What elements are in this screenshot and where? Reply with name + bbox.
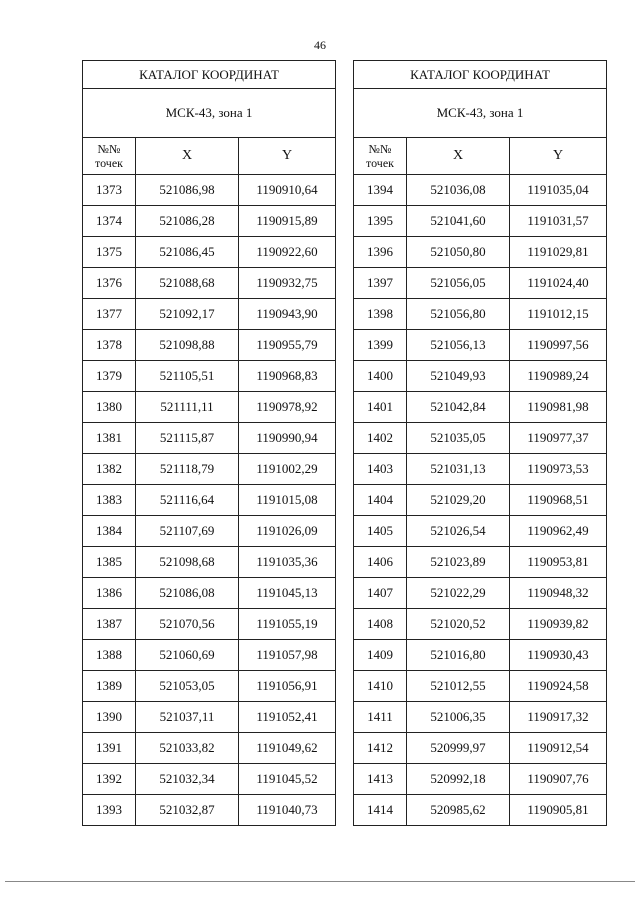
y-coordinate-cell: 1190990,94 — [239, 423, 336, 454]
point-number-cell: 1378 — [83, 330, 136, 361]
x-coordinate-cell: 521049,93 — [407, 361, 510, 392]
x-coordinate-cell: 521035,05 — [407, 423, 510, 454]
table-row — [354, 361, 607, 392]
y-coordinate-cell: 1191024,40 — [510, 268, 607, 299]
y-coordinate-cell: 1190905,81 — [510, 795, 607, 826]
x-coordinate-cell: 521086,28 — [136, 206, 239, 237]
x-coordinate-cell: 521032,34 — [136, 764, 239, 795]
y-coordinate-cell: 1191035,04 — [510, 175, 607, 206]
point-number-cell: 1387 — [83, 609, 136, 640]
point-number-cell: 1375 — [83, 237, 136, 268]
table-row — [354, 609, 607, 640]
x-coordinate-cell: 521041,60 — [407, 206, 510, 237]
x-coordinate-cell: 521056,13 — [407, 330, 510, 361]
point-number-cell: 1391 — [83, 733, 136, 764]
x-coordinate-cell: 521006,35 — [407, 702, 510, 733]
page-bottom-divider — [5, 881, 635, 882]
point-number-cell: 1376 — [83, 268, 136, 299]
point-number-cell: 1405 — [354, 516, 407, 547]
coordinate-catalog-table-right — [353, 60, 607, 826]
x-coordinate-cell: 520999,97 — [407, 733, 510, 764]
x-coordinate-cell: 521060,69 — [136, 640, 239, 671]
table-row — [354, 702, 607, 733]
point-number-cell: 1396 — [354, 237, 407, 268]
table-row — [83, 764, 336, 795]
catalog-title: КАТАЛОГ КООРДИНАТ — [83, 61, 336, 89]
column-header-point: №№ точек — [354, 138, 407, 175]
y-coordinate-cell: 1191055,19 — [239, 609, 336, 640]
x-coordinate-cell: 521098,68 — [136, 547, 239, 578]
column-header-x: X — [136, 138, 239, 175]
y-coordinate-cell: 1191015,08 — [239, 485, 336, 516]
page-number: 46 — [314, 38, 326, 52]
y-coordinate-cell: 1190997,56 — [510, 330, 607, 361]
table-row — [83, 330, 336, 361]
point-number-cell: 1411 — [354, 702, 407, 733]
point-number-cell: 1401 — [354, 392, 407, 423]
x-coordinate-cell: 521032,87 — [136, 795, 239, 826]
point-number-cell: 1412 — [354, 733, 407, 764]
y-coordinate-cell: 1190973,53 — [510, 454, 607, 485]
x-coordinate-cell: 521086,08 — [136, 578, 239, 609]
y-coordinate-cell: 1190968,83 — [239, 361, 336, 392]
table-row — [83, 454, 336, 485]
point-number-cell: 1374 — [83, 206, 136, 237]
point-number-cell: 1384 — [83, 516, 136, 547]
y-coordinate-cell: 1191040,73 — [239, 795, 336, 826]
x-coordinate-cell: 521016,80 — [407, 640, 510, 671]
table-row — [83, 733, 336, 764]
table-row — [83, 671, 336, 702]
x-coordinate-cell: 521029,20 — [407, 485, 510, 516]
table-body — [83, 175, 336, 826]
table-row — [354, 671, 607, 702]
coordinate-catalog-table-left — [82, 60, 336, 826]
column-header-y: Y — [510, 138, 607, 175]
table-row — [83, 175, 336, 206]
y-coordinate-cell: 1191057,98 — [239, 640, 336, 671]
point-number-cell: 1407 — [354, 578, 407, 609]
x-coordinate-cell: 521036,08 — [407, 175, 510, 206]
y-coordinate-cell: 1191052,41 — [239, 702, 336, 733]
x-coordinate-cell: 521026,54 — [407, 516, 510, 547]
table-row — [83, 578, 336, 609]
point-number-cell: 1394 — [354, 175, 407, 206]
table-row — [83, 609, 336, 640]
point-number-cell: 1399 — [354, 330, 407, 361]
table-body — [354, 175, 607, 826]
x-coordinate-cell: 521033,82 — [136, 733, 239, 764]
y-coordinate-cell: 1190932,75 — [239, 268, 336, 299]
table-row — [354, 485, 607, 516]
y-coordinate-cell: 1190912,54 — [510, 733, 607, 764]
point-number-cell: 1386 — [83, 578, 136, 609]
table-row — [354, 206, 607, 237]
y-coordinate-cell: 1190917,32 — [510, 702, 607, 733]
table-row — [83, 206, 336, 237]
table-row — [354, 454, 607, 485]
point-number-cell: 1397 — [354, 268, 407, 299]
column-header-point: №№ точек — [83, 138, 136, 175]
x-coordinate-cell: 521020,52 — [407, 609, 510, 640]
coordinate-system-zone: МСК-43, зона 1 — [354, 89, 607, 138]
table-row — [354, 299, 607, 330]
x-coordinate-cell: 521115,87 — [136, 423, 239, 454]
x-coordinate-cell: 521092,17 — [136, 299, 239, 330]
y-coordinate-cell: 1190962,49 — [510, 516, 607, 547]
y-coordinate-cell: 1191035,36 — [239, 547, 336, 578]
table-row — [83, 640, 336, 671]
point-number-cell: 1373 — [83, 175, 136, 206]
x-coordinate-cell: 521053,05 — [136, 671, 239, 702]
y-coordinate-cell: 1191031,57 — [510, 206, 607, 237]
point-number-cell: 1389 — [83, 671, 136, 702]
y-coordinate-cell: 1190977,37 — [510, 423, 607, 454]
y-coordinate-cell: 1190943,90 — [239, 299, 336, 330]
y-coordinate-cell: 1191012,15 — [510, 299, 607, 330]
y-coordinate-cell: 1190978,92 — [239, 392, 336, 423]
point-number-cell: 1388 — [83, 640, 136, 671]
table-row — [354, 516, 607, 547]
table-row — [354, 423, 607, 454]
x-coordinate-cell: 521042,84 — [407, 392, 510, 423]
table-row — [83, 361, 336, 392]
x-coordinate-cell: 521105,51 — [136, 361, 239, 392]
x-coordinate-cell: 521056,80 — [407, 299, 510, 330]
table-row — [83, 423, 336, 454]
table-row — [354, 578, 607, 609]
y-coordinate-cell: 1190968,51 — [510, 485, 607, 516]
table-row — [354, 733, 607, 764]
point-number-cell: 1400 — [354, 361, 407, 392]
y-coordinate-cell: 1191049,62 — [239, 733, 336, 764]
x-coordinate-cell: 521088,68 — [136, 268, 239, 299]
y-coordinate-cell: 1190981,98 — [510, 392, 607, 423]
x-coordinate-cell: 521012,55 — [407, 671, 510, 702]
x-coordinate-cell: 521111,11 — [136, 392, 239, 423]
y-coordinate-cell: 1190953,81 — [510, 547, 607, 578]
table-row — [354, 392, 607, 423]
x-coordinate-cell: 521023,89 — [407, 547, 510, 578]
point-number-cell: 1395 — [354, 206, 407, 237]
x-coordinate-cell: 521022,29 — [407, 578, 510, 609]
y-coordinate-cell: 1190930,43 — [510, 640, 607, 671]
y-coordinate-cell: 1190989,24 — [510, 361, 607, 392]
y-coordinate-cell: 1190939,82 — [510, 609, 607, 640]
table-row — [354, 764, 607, 795]
point-number-cell: 1377 — [83, 299, 136, 330]
point-number-cell: 1414 — [354, 795, 407, 826]
y-coordinate-cell: 1191045,52 — [239, 764, 336, 795]
point-number-cell: 1403 — [354, 454, 407, 485]
y-coordinate-cell: 1190924,58 — [510, 671, 607, 702]
x-coordinate-cell: 521086,98 — [136, 175, 239, 206]
x-coordinate-cell: 521086,45 — [136, 237, 239, 268]
y-coordinate-cell: 1190910,64 — [239, 175, 336, 206]
point-number-cell: 1398 — [354, 299, 407, 330]
x-coordinate-cell: 521056,05 — [407, 268, 510, 299]
coordinate-system-zone: МСК-43, зона 1 — [83, 89, 336, 138]
table-row — [83, 795, 336, 826]
table-row — [354, 330, 607, 361]
point-number-cell: 1380 — [83, 392, 136, 423]
point-number-cell: 1383 — [83, 485, 136, 516]
x-coordinate-cell: 521070,56 — [136, 609, 239, 640]
x-coordinate-cell: 521116,64 — [136, 485, 239, 516]
point-number-cell: 1410 — [354, 671, 407, 702]
table-row — [83, 547, 336, 578]
y-coordinate-cell: 1191002,29 — [239, 454, 336, 485]
table-row — [83, 392, 336, 423]
table-row — [83, 268, 336, 299]
x-coordinate-cell: 521050,80 — [407, 237, 510, 268]
x-coordinate-cell: 520985,62 — [407, 795, 510, 826]
y-coordinate-cell: 1190948,32 — [510, 578, 607, 609]
point-number-cell: 1404 — [354, 485, 407, 516]
table-row — [83, 702, 336, 733]
point-number-cell: 1381 — [83, 423, 136, 454]
point-number-cell: 1393 — [83, 795, 136, 826]
x-coordinate-cell: 520992,18 — [407, 764, 510, 795]
table-row — [83, 237, 336, 268]
point-number-cell: 1409 — [354, 640, 407, 671]
y-coordinate-cell: 1190907,76 — [510, 764, 607, 795]
x-coordinate-cell: 521037,11 — [136, 702, 239, 733]
table-row — [83, 516, 336, 547]
point-number-cell: 1408 — [354, 609, 407, 640]
table-row — [354, 640, 607, 671]
x-coordinate-cell: 521118,79 — [136, 454, 239, 485]
point-number-cell: 1406 — [354, 547, 407, 578]
table-row — [354, 175, 607, 206]
point-number-cell: 1402 — [354, 423, 407, 454]
y-coordinate-cell: 1191029,81 — [510, 237, 607, 268]
column-header-x: X — [407, 138, 510, 175]
y-coordinate-cell: 1190915,89 — [239, 206, 336, 237]
point-number-cell: 1392 — [83, 764, 136, 795]
y-coordinate-cell: 1191026,09 — [239, 516, 336, 547]
point-number-cell: 1379 — [83, 361, 136, 392]
x-coordinate-cell: 521098,88 — [136, 330, 239, 361]
table-row — [354, 268, 607, 299]
point-number-cell: 1390 — [83, 702, 136, 733]
y-coordinate-cell: 1190955,79 — [239, 330, 336, 361]
point-number-cell: 1413 — [354, 764, 407, 795]
x-coordinate-cell: 521031,13 — [407, 454, 510, 485]
y-coordinate-cell: 1191045,13 — [239, 578, 336, 609]
table-row — [83, 299, 336, 330]
x-coordinate-cell: 521107,69 — [136, 516, 239, 547]
point-number-cell: 1382 — [83, 454, 136, 485]
catalog-title: КАТАЛОГ КООРДИНАТ — [354, 61, 607, 89]
table-row — [354, 547, 607, 578]
point-number-cell: 1385 — [83, 547, 136, 578]
table-row — [354, 795, 607, 826]
y-coordinate-cell: 1191056,91 — [239, 671, 336, 702]
y-coordinate-cell: 1190922,60 — [239, 237, 336, 268]
table-row — [83, 485, 336, 516]
table-row — [354, 237, 607, 268]
column-header-y: Y — [239, 138, 336, 175]
